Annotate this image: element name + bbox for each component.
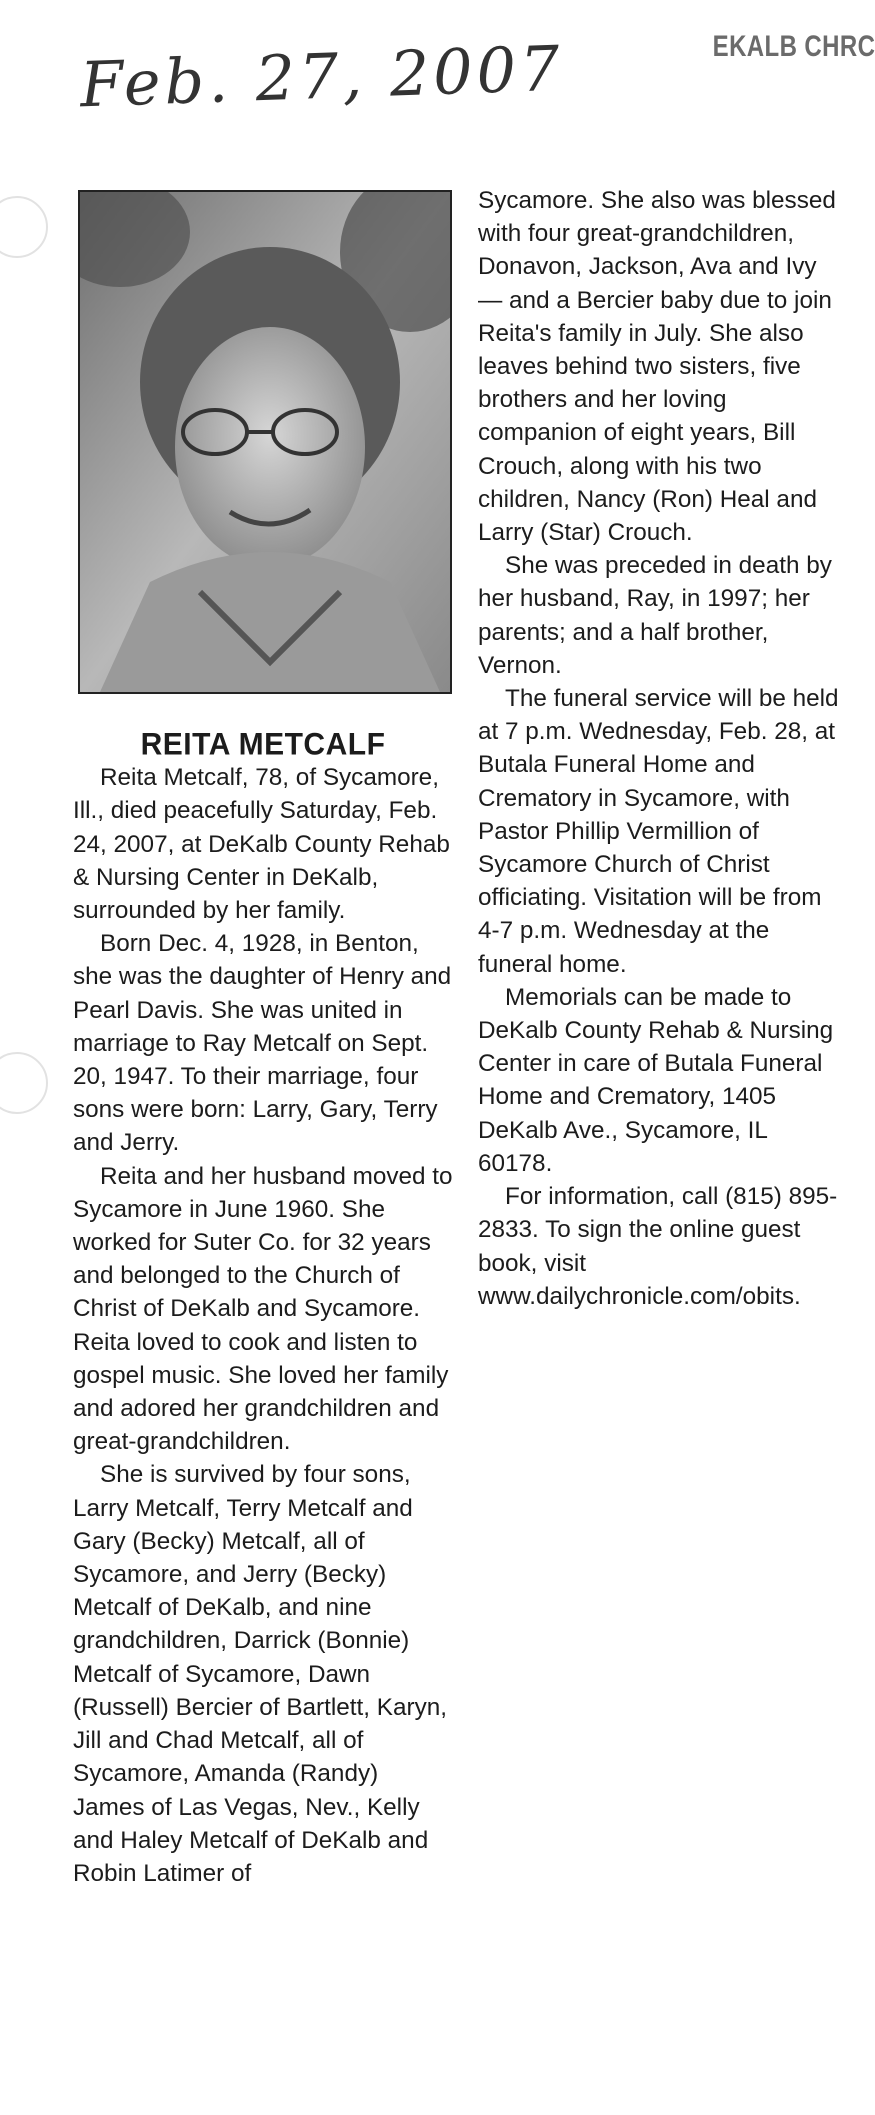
obituary-paragraph: For information, call (815) 895-2833. To sign the online guest book, visit www.dailychronicle.com/obits. bbox=[478, 1183, 838, 1310]
obituary-paragraph: She is survived by four sons, Larry Metcalf, Terry Metcalf and Gary (Becky) Metcalf, all of Sycamore, and Jerry (Becky) Metcalf of DeKalb, and nine grandchildren, Darrick (Bonnie) Metcalf of Sycamore, Dawn (Russell) Bercier of Bartlett, Karyn, Jill and Chad Metcalf, all of Sycamore, Amanda (Randy) James of Las Vegas, Nev., Kelly and Haley Metcalf of DeKalb and Robin Latimer of bbox=[73, 1461, 448, 1887]
obituary-photo bbox=[78, 190, 452, 694]
obituary-right-column bbox=[478, 184, 840, 1313]
obituary-paragraph: Memorials can be made to DeKalb County Rehab & Nursing Center in care of Butala Funeral Home and Crematory, 1405 DeKalb Ave., Sycamore, IL 60178. bbox=[478, 983, 834, 1177]
obituary-paragraph: Reita and her husband moved to Sycamore in June 1960. She worked for Suter Co. for 32 years and belonged to the Church of Christ of DeKalb and Sycamore. Reita loved to cook and listen to gospel music. She loved her family and adored her grandchildren and great-grandchildren. bbox=[73, 1162, 453, 1456]
obituary-paragraph: The funeral service will be held at 7 p.m. Wednesday, Feb. 28, at Butala Funeral Home and Crematory in Sycamore, with Pastor Phillip Vermillion of Sycamore Church of Christ officiating. Visitation will be from 4-7 p.m. Wednesday at the funeral home. bbox=[478, 685, 839, 978]
obituary-left-column bbox=[73, 728, 453, 1890]
obituary-paragraph: Reita Metcalf, 78, of Sycamore, Ill., died peacefully Saturday, Feb. 24, 2007, at DeKalb County Rehab & Nursing Center in DeKalb, surrounded by her family. bbox=[73, 764, 450, 925]
obituary-name: REITA METCALF bbox=[140, 727, 386, 762]
punch-hole-middle bbox=[0, 1052, 48, 1114]
masthead: EKALB CHRC bbox=[712, 30, 875, 63]
obituary-paragraph: Born Dec. 4, 1928, in Benton, she was the daughter of Henry and Pearl Davis. She was united in marriage to Ray Metcalf on Sept. 20, 1947. To their marriage, four sons were born: Larry, Gary, Terry and Jerry. bbox=[73, 930, 452, 1157]
obituary-paragraph: Sycamore. She also was blessed with four great-grandchildren, Donavon, Jackson, Ava and Ivy — and a Bercier baby due to join Reita's family in July. She also leaves behind two sisters, five brothers and her loving companion of eight years, Bill Crouch, along with his two children, Nancy (Ron) Heal and Larry (Star) Crouch. bbox=[478, 187, 836, 547]
punch-hole-top bbox=[0, 196, 48, 258]
handwritten-date: Feb. 27, 2007 bbox=[78, 31, 565, 122]
obituary-paragraph: She was preceded in death by her husband, Ray, in 1997; her parents; and a half brother, Vernon. bbox=[478, 552, 832, 679]
portrait-image bbox=[80, 192, 450, 692]
